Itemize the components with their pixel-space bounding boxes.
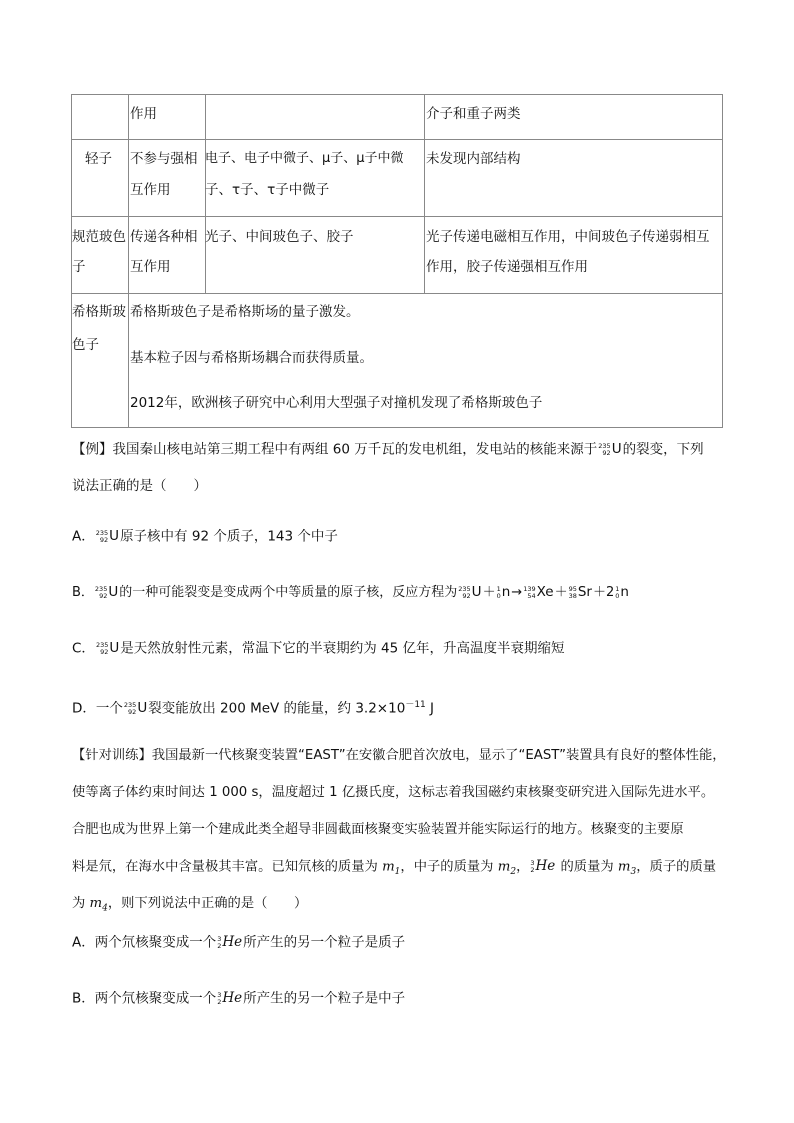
higgs-line-3: 2012年，欧洲核子研究中心利用大型强子对撞机发现了希格斯玻色子 [130,395,543,411]
example-option-d: D．一个 235 92 U 裂变能放出 200 MeV 的能量，约 $3.2\times 10^{-11}$ J [72,687,727,728]
example-option-a: A． 235 92 U 原子核中有 92 个质子，143 个中子 [72,518,727,556]
example-option-b: B． 235 92 U 的一种可能裂变是变成两个中等质量的原子核，反应方程为 235 92 U ＋ 1 0 n → 139 54 Xe ＋ 95 38 Sr ＋2 1 0 n [72,574,727,611]
training-option-a: A．两个氘核聚变成一个 3 2 He 所产生的另一个粒子是质子 [72,924,727,962]
helium-isotope: 3 2 He [530,858,556,874]
xenon-isotope: 139 54 Xe [523,584,554,600]
lepton-members-1: 电子、电子中微子、μ子、μ子中微 [205,151,404,166]
gauge-function-2: 互作用 [130,259,171,275]
uranium-isotope: 235 92 U [123,700,148,716]
training-line-4: 料是氘，在海水中含量极其丰富。已知氘核的质量为 $m_1$，中子的质量为 $m_2$， 3 2 He 的质量为 $m_3$，质子的质量 [72,848,727,891]
helium-isotope: 3 2 He [217,990,243,1006]
gauge-note-1: 光子传递电磁相互作用，中间玻色子传递弱相互 [426,229,710,245]
lepton-function-1: 不参与强相 [130,151,198,167]
uranium-isotope: 235 92 U [598,441,622,457]
uranium-isotope: 235 92 U [94,584,119,600]
lepton-name: 轻子 [85,151,112,167]
particle-table [71,94,723,428]
lepton-members-2: 子、τ子、τ子中微子 [205,182,330,198]
training-line-2: 使等离子体约束时间达 1 000 s，温度超过 1 亿摄氏度，这标志着我国磁约束核聚变研究进入国际先进水平。 [72,785,715,800]
strontium-isotope: 95 38 Sr [568,584,592,600]
higgs-name-2: 色子 [72,337,99,353]
uranium-isotope-eq: 235 92 U [458,584,482,600]
gauge-members: 光子、中间玻色子、胶子 [205,229,354,245]
higgs-line-2: 基本粒子因与希格斯场耦合而获得质量。 [130,350,373,366]
lepton-note: 未发现内部结构 [426,151,521,167]
gauge-function-1: 传递各种相 [130,229,198,245]
helium-isotope: 3 2 He [217,934,243,950]
example-stem-text: 【例】我国秦山核电站第三期工程中有两组 60 万千瓦的发电机组，发电站的核能来源于 [72,441,598,458]
higgs-name-1: 希格斯玻 [72,304,126,320]
uranium-isotope: 235 92 U [95,640,120,656]
training-option-b: B．两个氘核聚变成一个 3 2 He 所产生的另一个粒子是中子 [72,980,727,1018]
gauge-name-2: 子 [72,259,86,275]
example-stem-line-2: 说法正确的是（ ） [72,478,207,494]
uranium-isotope: 235 92 U [95,528,120,544]
training-line-3: 合肥也成为世界上第一个建成此类全超导非圆截面核聚变实验装置并能实际运行的地方。核聚变的主要原 [72,822,684,837]
row0-function-cell: 作用 [130,106,157,122]
lepton-function-2: 互作用 [130,182,171,198]
training-line-5: 为 $m_4$，则下列说法中正确的是（ ） [72,896,308,914]
training-line-1: 【针对训练】我国最新一代核聚变装置“EAST”在安徽合肥首次放电，显示了“EAST”装置具有良好的整体性能， [72,748,726,763]
example-option-c: C． 235 92 U 是天然放射性元素，常温下它的半衰期约为 45 亿年，升高温度半衰期缩短 [72,630,727,668]
higgs-line-1: 希格斯玻色子是希格斯场的量子激发。 [130,304,360,320]
gauge-name-1: 规范玻色 [72,229,126,245]
neutron-symbol: 1 0 n [615,584,629,600]
row0-note-cell: 介子和重子两类 [426,106,521,122]
neutron-symbol: 1 0 n [496,584,511,600]
gauge-note-2: 作用，胶子传递强相互作用 [426,259,588,275]
example-stem-line-1: 【例】我国秦山核电站第三期工程中有两组 60 万千瓦的发电机组，发电站的核能来源于 235 92 U 的裂变，下列 [72,431,727,469]
